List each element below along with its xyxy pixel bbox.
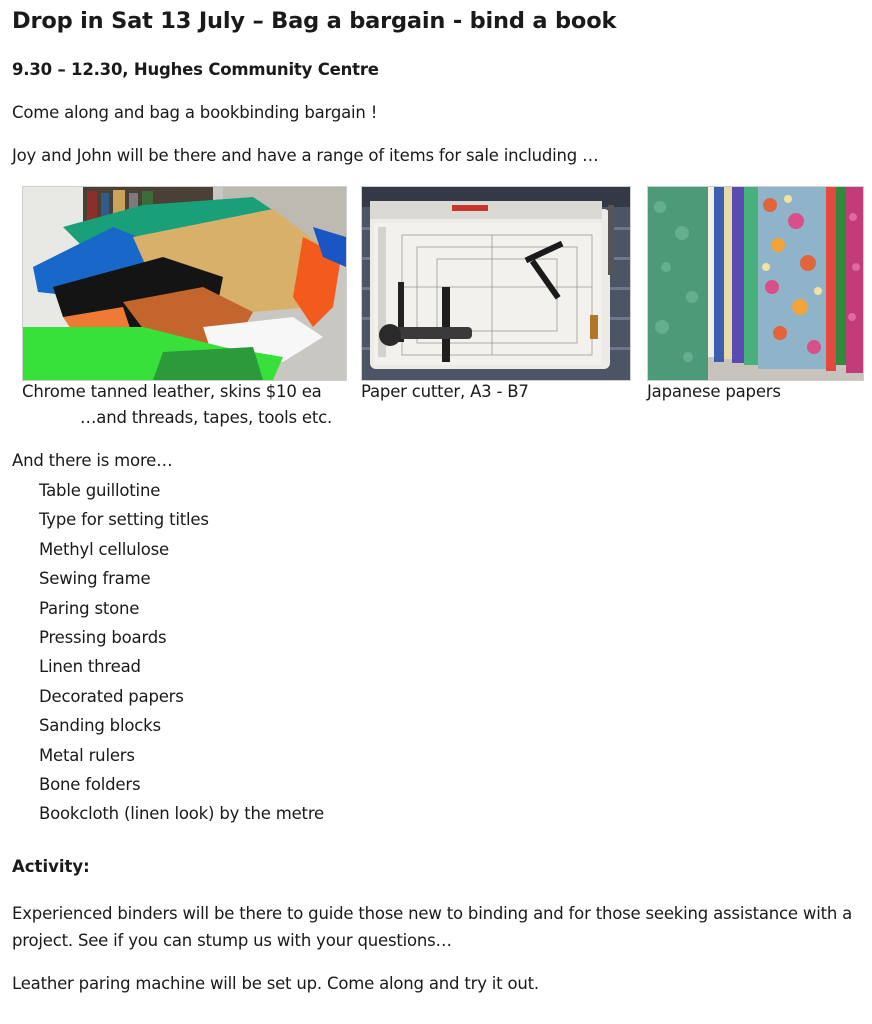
list-item: Type for setting titles bbox=[39, 510, 209, 530]
leather-photo bbox=[22, 186, 347, 381]
japanese-papers-photo bbox=[647, 186, 864, 381]
activity-closing: Leather paring machine will be set up. Come along and try it out. bbox=[12, 974, 539, 993]
list-item: Metal rulers bbox=[39, 745, 135, 765]
activity-heading: Activity: bbox=[12, 857, 90, 876]
list-item: Table guillotine bbox=[39, 481, 161, 500]
leather-caption: Chrome tanned leather, skins $10 ea bbox=[22, 382, 322, 401]
list-item: Methyl cellulose bbox=[39, 539, 169, 559]
list-item: Pressing boards bbox=[39, 627, 167, 647]
list-item: Bone folders bbox=[39, 774, 141, 794]
event-title: Drop in Sat 13 July – Bag a bargain - bind a book bbox=[12, 8, 617, 34]
paper-cutter-photo bbox=[361, 186, 631, 381]
japanese-papers-caption: Japanese papers bbox=[647, 382, 781, 401]
more-heading: And there is more… bbox=[12, 451, 173, 470]
intro-text: Come along and bag a bookbinding bargain ! bbox=[12, 103, 378, 122]
paper-cutter-caption: Paper cutter, A3 - B7 bbox=[361, 382, 529, 401]
list-item: Sanding blocks bbox=[39, 716, 161, 736]
extra-items-caption: …and threads, tapes, tools etc. bbox=[80, 408, 333, 427]
list-item: Bookcloth (linen look) by the metre bbox=[39, 804, 324, 824]
more-items-list bbox=[39, 478, 324, 831]
event-time-location: 9.30 – 12.30, Hughes Community Centre bbox=[12, 60, 379, 79]
activity-description: Experienced binders will be there to guide those new to binding and for those seeking assistance with a project. See if you can stump us with your questions… bbox=[12, 904, 853, 950]
list-item: Paring stone bbox=[39, 598, 140, 618]
list-item: Sewing frame bbox=[39, 569, 151, 589]
list-item: Decorated papers bbox=[39, 686, 184, 706]
list-item: Linen thread bbox=[39, 657, 141, 677]
lead-text: Joy and John will be there and have a range of items for sale including … bbox=[12, 146, 599, 165]
